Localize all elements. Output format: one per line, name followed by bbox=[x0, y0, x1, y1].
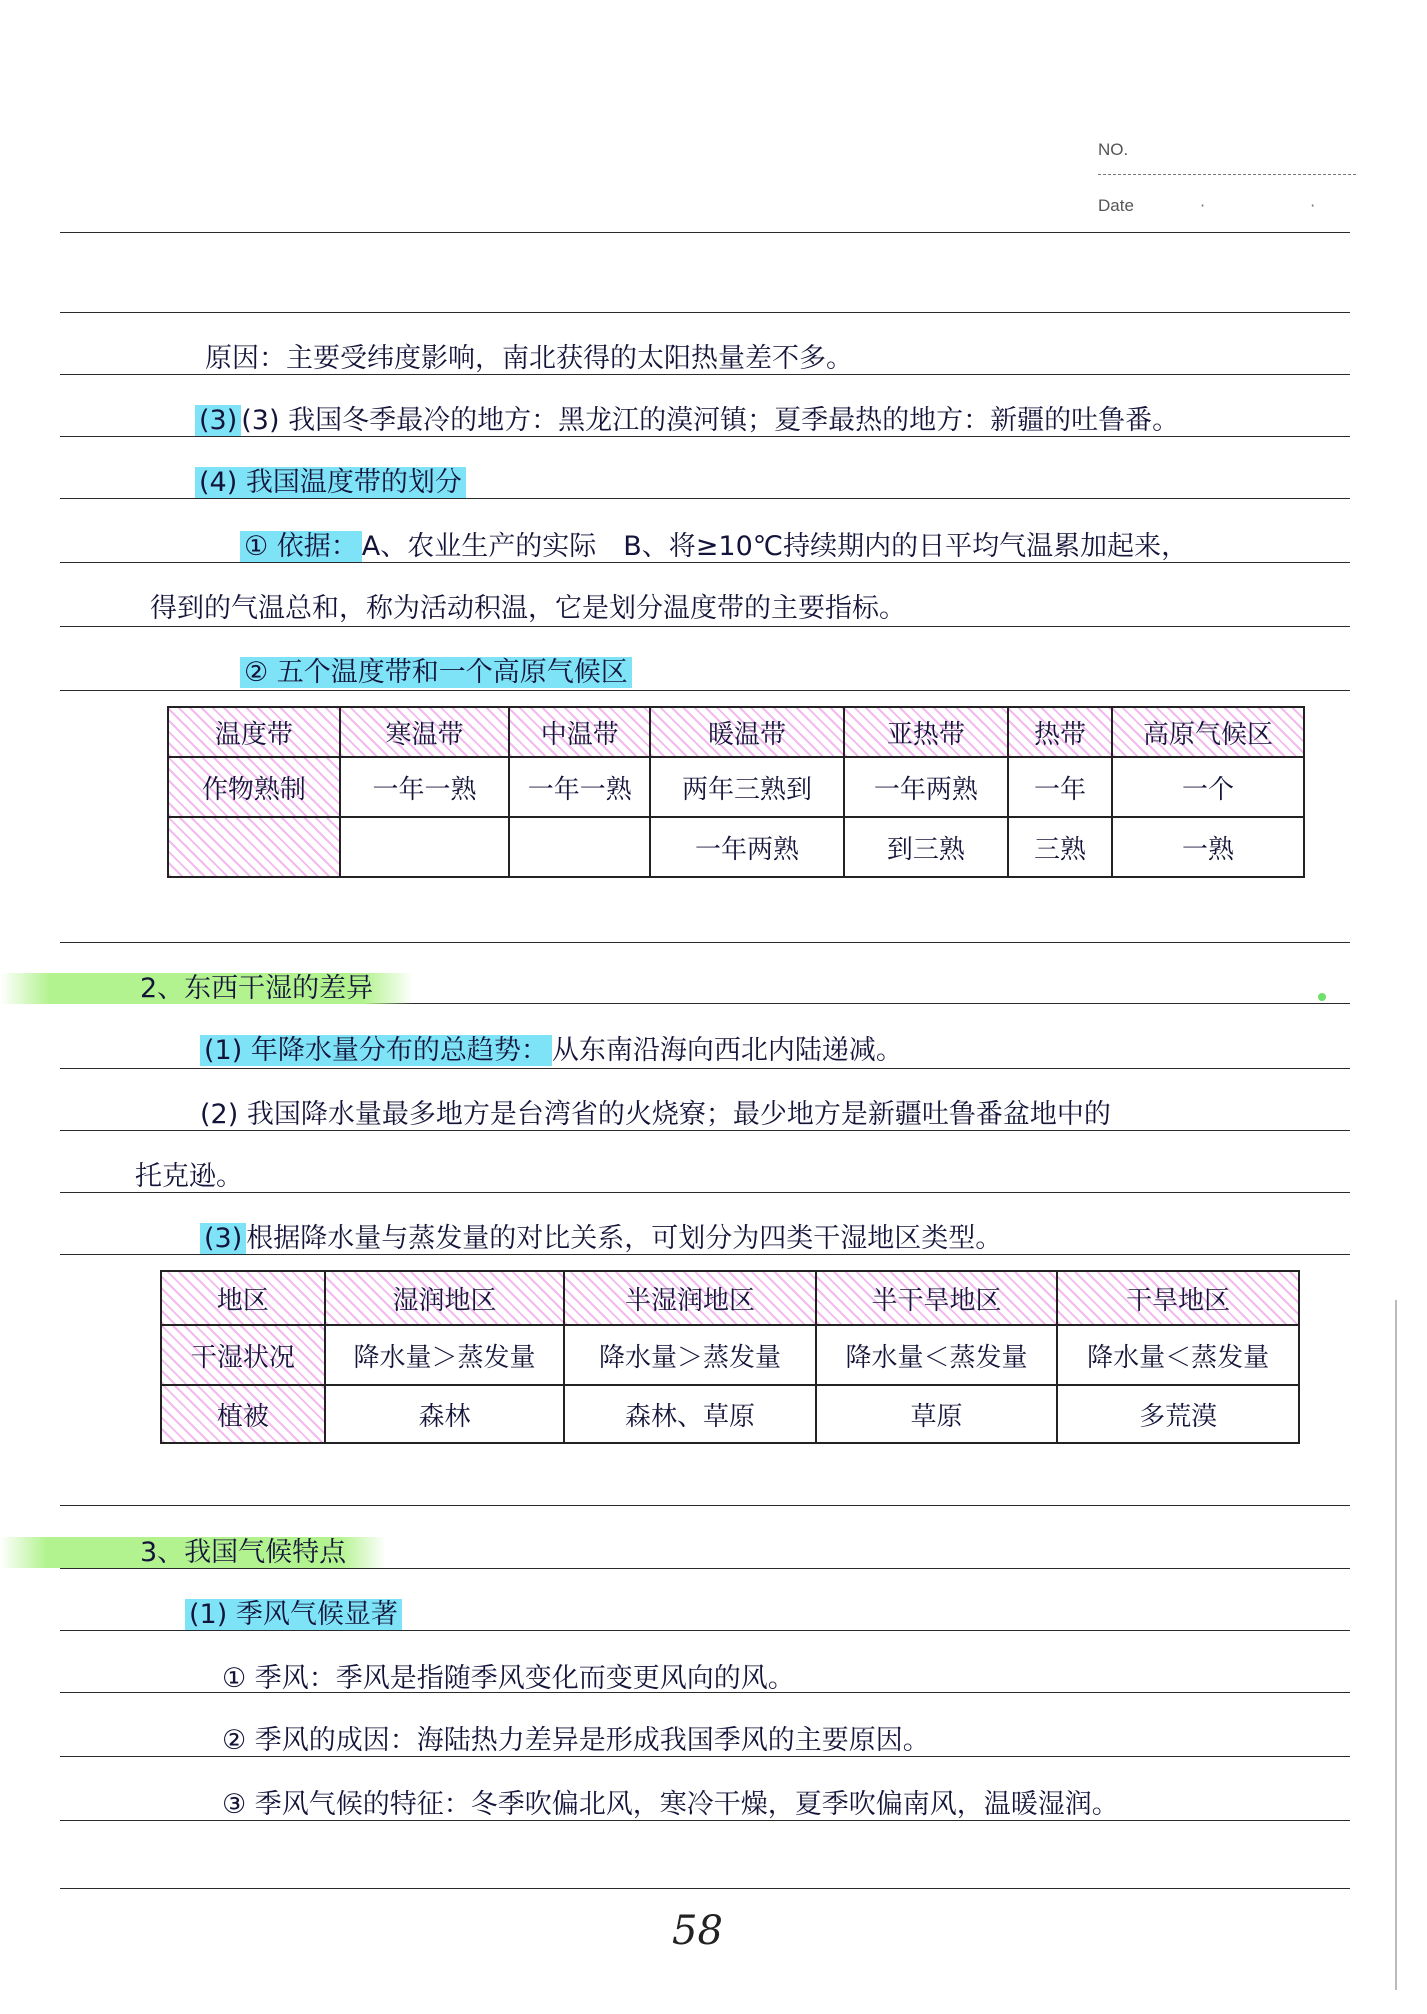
ruled-line bbox=[60, 690, 1350, 691]
note-line-monsoon-definition: ① 季风：季风是指随季风变化而变更风向的风。 bbox=[222, 1663, 795, 1694]
page-number: 58 bbox=[672, 1908, 723, 1954]
section-heading-dry-wet bbox=[0, 972, 413, 1006]
note-line-toksun: 托克逊。 bbox=[135, 1161, 243, 1192]
table-cell bbox=[509, 817, 650, 877]
note-line-monsoon-features: ③ 季风气候的特征：冬季吹偏北风，寒冷干燥，夏季吹偏南风，温暖湿润。 bbox=[222, 1789, 1119, 1820]
table-cell: 草原 bbox=[816, 1385, 1058, 1443]
note-line-precipitation-trend bbox=[200, 1034, 903, 1068]
ruled-line bbox=[60, 1888, 1350, 1889]
note-line-coldest-hottest bbox=[195, 404, 1179, 438]
table-cell: 一熟 bbox=[1112, 817, 1304, 877]
table-cell: 两年三熟到 bbox=[650, 757, 844, 817]
table-cell: 降水量＞蒸发量 bbox=[564, 1325, 815, 1385]
date-separators: · · bbox=[1200, 196, 1366, 215]
note-line-monsoon-cause: ② 季风的成因：海陆热力差异是形成我国季风的主要原因。 bbox=[222, 1725, 930, 1756]
dry-wet-region-table bbox=[160, 1270, 1300, 1444]
ruled-line bbox=[60, 232, 1350, 233]
highlight-3: (3) bbox=[195, 405, 241, 436]
note-heading-five-zones bbox=[240, 656, 632, 690]
highlight-five-zones: ② 五个温度带和一个高原气候区 bbox=[240, 657, 632, 688]
highlight-basis-label: ① 依据： bbox=[240, 531, 362, 562]
temperature-zone-table bbox=[167, 706, 1305, 878]
note-heading-temperature-zones bbox=[195, 466, 466, 500]
table-cell: 多荒漠 bbox=[1057, 1385, 1299, 1443]
note-line-accumulated-temperature: 得到的气温总和，称为活动积温，它是划分温度带的主要指标。 bbox=[150, 593, 906, 624]
table-row-label: 作物熟制 bbox=[168, 757, 340, 817]
table-header-cell: 热带 bbox=[1008, 707, 1112, 757]
table-cell: 一个 bbox=[1112, 757, 1304, 817]
table-header-cell: 地区 bbox=[161, 1271, 325, 1325]
note-line-basis-text: A、农业生产的实际 B、将≥10℃持续期内的日平均气温累加起来， bbox=[361, 531, 1189, 562]
table-cell: 降水量＜蒸发量 bbox=[816, 1325, 1058, 1385]
table-header-cell: 干旱地区 bbox=[1057, 1271, 1299, 1325]
note-line-basis bbox=[240, 530, 1188, 564]
ruled-line bbox=[60, 1505, 1350, 1506]
table-cell: 降水量＞蒸发量 bbox=[325, 1325, 565, 1385]
highlight-monsoon: (1) 季风气候显著 bbox=[185, 1599, 402, 1630]
header-no-label: NO. bbox=[1098, 140, 1129, 159]
highlight-heading-4: (4) 我国温度带的划分 bbox=[195, 467, 466, 498]
table-header-cell: 半湿润地区 bbox=[564, 1271, 815, 1325]
highlight-3b: (3) bbox=[200, 1223, 246, 1254]
table-row-label: 植被 bbox=[161, 1385, 325, 1443]
note-line-dry-wet-types bbox=[200, 1222, 1002, 1256]
ruled-line bbox=[60, 1192, 1350, 1193]
table-header-cell: 温度带 bbox=[168, 707, 340, 757]
highlight-section-3: 3、我国气候特点 bbox=[0, 1537, 386, 1568]
ruled-line bbox=[60, 312, 1350, 313]
table-cell: 一年一熟 bbox=[340, 757, 510, 817]
note-line-precipitation-extremes: (2) 我国降水量最多地方是台湾省的火烧寮；最少地方是新疆吐鲁番盆地中的 bbox=[200, 1099, 1111, 1130]
table-cell: 一年两熟 bbox=[650, 817, 844, 877]
ruled-line bbox=[60, 1068, 1350, 1069]
table-header-cell: 亚热带 bbox=[844, 707, 1008, 757]
table-cell: 三熟 bbox=[1008, 817, 1112, 877]
table-cell: 到三熟 bbox=[844, 817, 1008, 877]
highlight-section-2: 2、东西干湿的差异 bbox=[0, 973, 413, 1004]
note-line-coldest-hottest-text: (3) 我国冬季最冷的地方：黑龙江的漠河镇；夏季最热的地方：新疆的吐鲁番。 bbox=[241, 405, 1180, 436]
table-cell: 森林 bbox=[325, 1385, 565, 1443]
note-line-precipitation-trend-text: 从东南沿海向西北内陆递减。 bbox=[551, 1035, 903, 1066]
table-cell: 一年两熟 bbox=[844, 757, 1008, 817]
table-header-cell: 中温带 bbox=[509, 707, 650, 757]
header-dashed-line bbox=[1098, 174, 1356, 175]
table-row-label: 干湿状况 bbox=[161, 1325, 325, 1385]
note-line-reason: 原因：主要受纬度影响，南北获得的太阳热量差不多。 bbox=[205, 343, 853, 374]
ruled-line bbox=[60, 942, 1350, 943]
section-heading-climate bbox=[0, 1536, 386, 1570]
table-row-label bbox=[168, 817, 340, 877]
page-edge bbox=[1395, 1300, 1397, 1990]
table-cell: 一年一熟 bbox=[509, 757, 650, 817]
note-line-dry-wet-types-text: 根据降水量与蒸发量的对比关系，可划分为四类干湿地区类型。 bbox=[246, 1223, 1003, 1254]
table-header-cell: 高原气候区 bbox=[1112, 707, 1304, 757]
table-header-cell: 暖温带 bbox=[650, 707, 844, 757]
header-date-label: Date bbox=[1098, 196, 1134, 215]
table-cell: 一年 bbox=[1008, 757, 1112, 817]
table-header-cell: 半干旱地区 bbox=[816, 1271, 1058, 1325]
table-header-cell: 湿润地区 bbox=[325, 1271, 565, 1325]
table-cell bbox=[340, 817, 510, 877]
highlight-trend-label: (1) 年降水量分布的总趋势： bbox=[200, 1035, 552, 1066]
note-heading-monsoon bbox=[185, 1598, 402, 1632]
ruled-line bbox=[60, 626, 1350, 627]
table-header-cell: 寒温带 bbox=[340, 707, 510, 757]
highlighter-dot bbox=[1318, 993, 1326, 1001]
table-cell: 森林、草原 bbox=[564, 1385, 815, 1443]
table-cell: 降水量＜蒸发量 bbox=[1057, 1325, 1299, 1385]
